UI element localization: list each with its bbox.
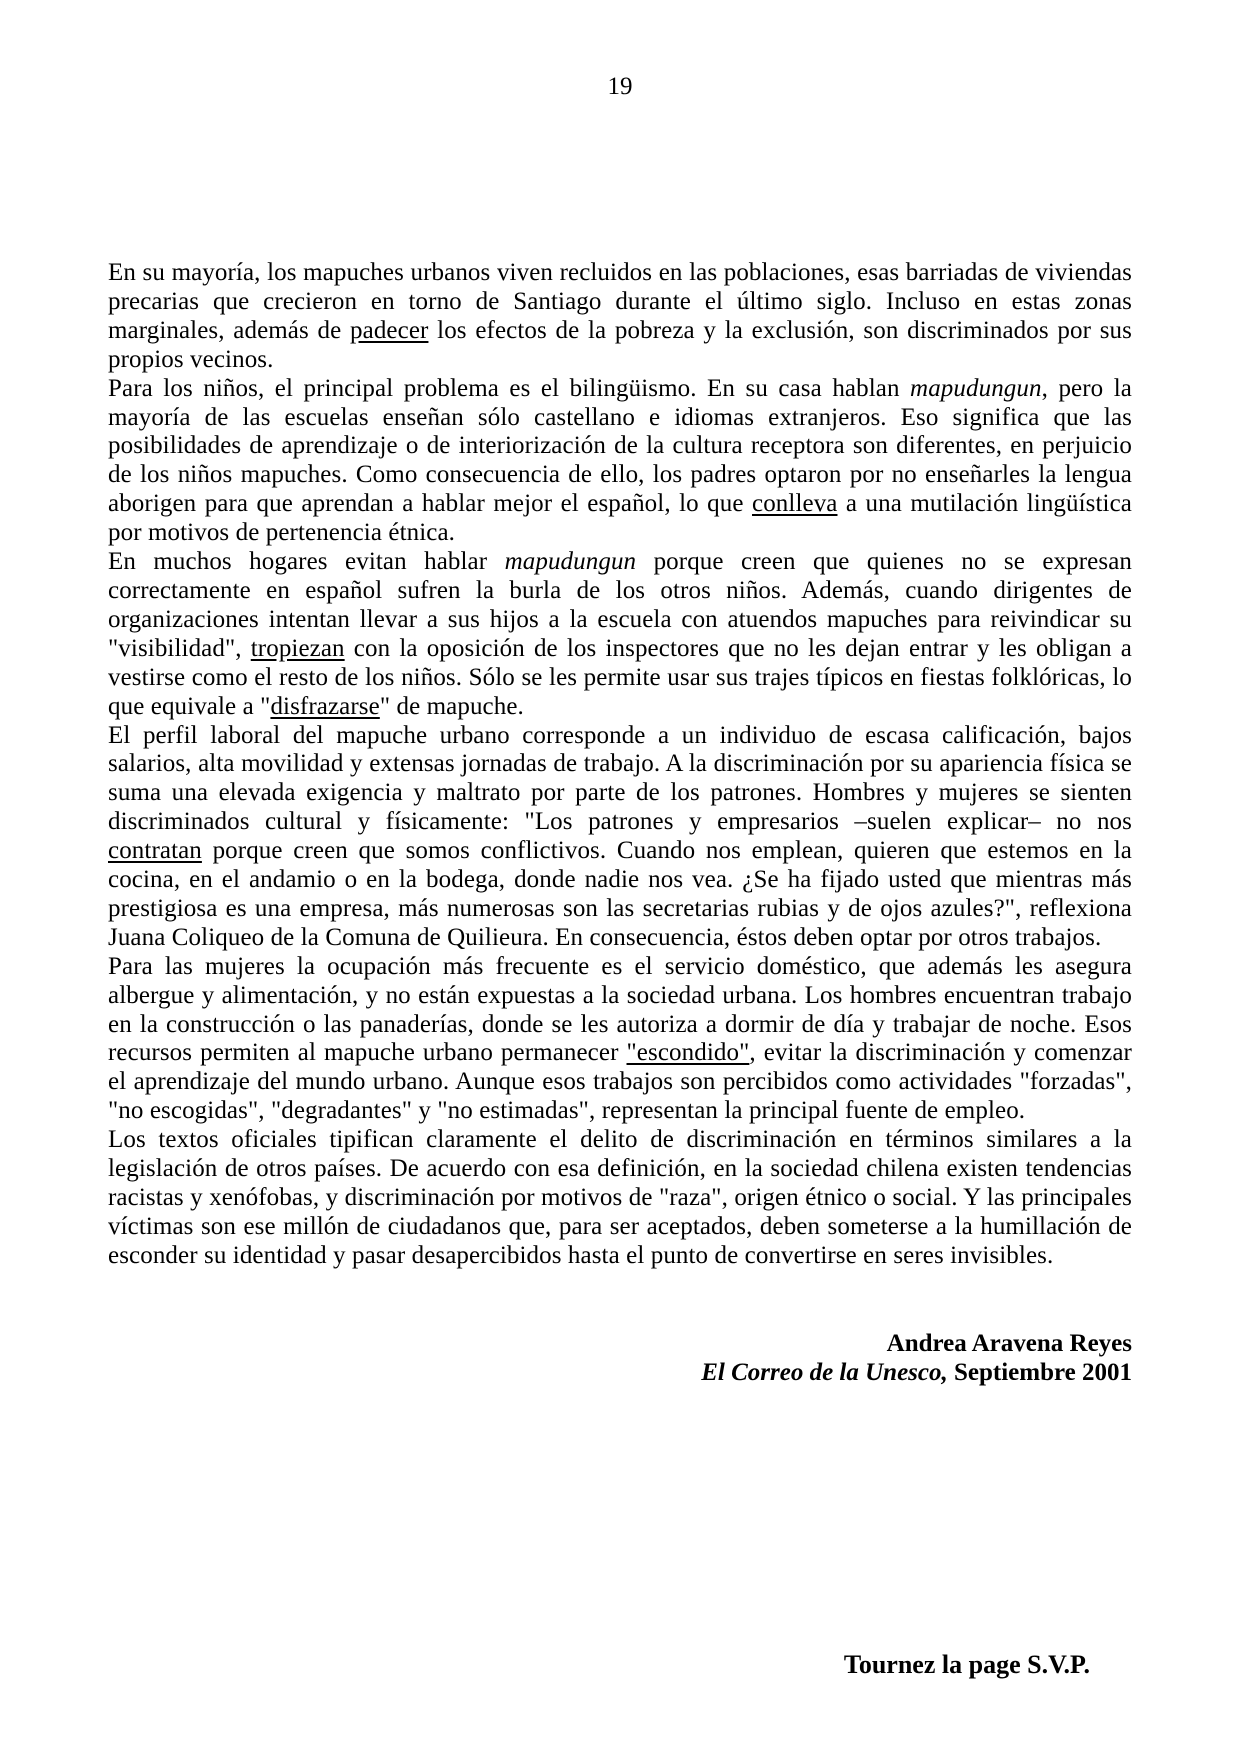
text-segment: , pero la mayoría de las escuelas enseñan sólo castellano e idiomas extranjeros. Eso significa que las posibilidades de aprendizaje o de interiorización de la cultura receptora son diferentes, en perjuicio de los niños mapuches. Como consecuencia de ello, los padres optaron por no enseñarles la lengua aborigen para que aprendan a hablar mejor el español, lo que: [108, 374, 1132, 518]
text-segment: con la oposición de los inspectores que no les dejan entrar y les obligan a vestirse como el resto de los niños. Sólo se les permite usar sus trajes típicos en fiestas folklóricas, lo que equivale a ": [108, 634, 1132, 720]
text-segment: mapudungun: [910, 374, 1042, 402]
text-segment: tropiezan: [250, 634, 345, 662]
text-segment: "escondido": [626, 1039, 750, 1067]
body-paragraph: [108, 548, 1132, 721]
source-title: El Correo de la Unesco,: [701, 1358, 948, 1386]
body-paragraph: [108, 1126, 1132, 1271]
body-paragraph: [108, 953, 1132, 1126]
text-segment: En su mayoría, los mapuches urbanos viven recluidos en las poblaciones, esas barriadas de viviendas precarias que crecieron en torno de Santiago durante el último siglo. Incluso en estas zonas marginales, además de: [108, 259, 1132, 344]
text-segment: contratan: [108, 837, 202, 865]
text-segment: los efectos de la pobreza y la exclusión, son discriminados por sus propios vecinos.: [108, 316, 1132, 373]
source-line: [108, 1359, 1132, 1388]
page-number: 19: [607, 73, 633, 100]
text-segment: " de mapuche.: [379, 692, 524, 720]
text-segment: padecer: [350, 316, 429, 344]
source-date: Septiembre 2001: [947, 1358, 1132, 1386]
text-segment: Para los niños, el principal problema es el bilingüismo. En su casa hablan: [108, 374, 911, 402]
text-segment: conlleva: [752, 490, 838, 518]
body-paragraph: [108, 722, 1132, 953]
body-text-block: [108, 259, 1132, 1271]
text-segment: a una mutilación lingüística por motivos de pertenencia étnica.: [108, 490, 1132, 547]
text-segment: , evitar la discriminación y comenzar el aprendizaje del mundo urbano. Aunque esos trabajos son percibidos como actividades "forzadas", "no escogidas", "degradantes" y "no estimadas", representan la principal fuente de empleo.: [108, 1039, 1132, 1125]
text-segment: porque creen que somos conflictivos. Cuando nos emplean, quieren que estemos en la cocina, en el andamio o en la bodega, donde nadie nos vea. ¿Se ha fijado usted que mientras más prestigiosa es una empresa, más numerosas son las secretarias rubias y de ojos azules?", reflexiona Juana Coliqueo de la Comuna de Quilieura. En consecuencia, éstos deben optar por otros trabajos.: [108, 837, 1132, 951]
body-paragraph: [108, 375, 1132, 548]
text-segment: porque creen que quienes no se expresan correctamente en español sufren la burla de los otros niños. Además, cuando dirigentes de organizaciones intentan llevar a sus hijos a la escuela con atuendos mapuches para reivindicar su "visibilidad",: [108, 548, 1132, 662]
turn-page-notice: Tournez la page S.V.P.: [843, 1650, 1090, 1679]
body-paragraph: [108, 259, 1132, 375]
author-name: Andrea Aravena Reyes: [886, 1330, 1132, 1357]
text-segment: disfrazarse: [270, 692, 380, 720]
text-segment: En muchos hogares evitan hablar: [108, 548, 505, 576]
attribution-block: [108, 1330, 1132, 1388]
text-segment: mapudungun: [504, 548, 637, 576]
text-segment: El perfil laboral del mapuche urbano corresponde a un individuo de escasa calificación, bajos salarios, alta movilidad y extensas jornadas de trabajo. A la discriminación por su apariencia física se suma una elevada exigencia y maltrato por parte de los patrones. Hombres y mujeres se sienten discriminados cultural y físicamente: "Los patrones y empresarios –suelen explicar– no nos: [108, 721, 1132, 836]
text-segment: Los textos oficiales tipifican claramente el delito de discriminación en términos similares a la legislación de otros países. De acuerdo con esa definición, en la sociedad chilena existen tendencias racistas y xenófobas, y discriminación por motivos de "raza", origen étnico o social. Y las principales víctimas son ese millón de ciudadanos que, para ser aceptados, deben someterse a la humillación de esconder su identidad y pasar desapercibidos hasta el punto de convertirse en seres invisibles.: [108, 1126, 1132, 1269]
text-segment: Para las mujeres la ocupación más frecuente es el servicio doméstico, que además les asegura albergue y alimentación, y no están expuestas a la sociedad urbana. Los hombres encuentran trabajo en la construcción o las panaderías, donde se les autoriza a dormir de día y trabajar de noche. Esos recursos permiten al mapuche urbano permanecer: [108, 952, 1132, 1067]
